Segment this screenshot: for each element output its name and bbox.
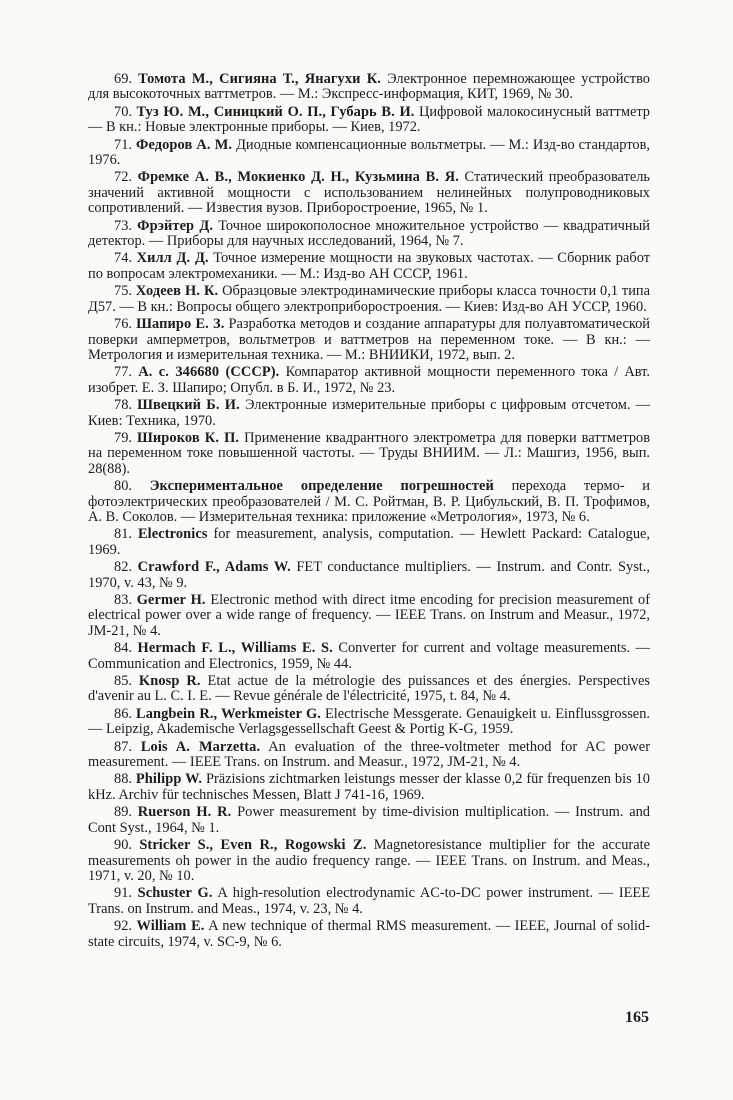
reference-authors: Ходеев Н. К.: [135, 283, 219, 300]
reference-item: 78. Швецкий Б. И. Электронные измерительные приборы с цифровым отсчетом. — Киев: Техника, 1970.: [88, 397, 650, 429]
reference-item: 75. Ходеев Н. К. Образцовые электродинамические приборы класса точности 0,1 типа Д57. — В кн.: Вопросы общего электроприборостроения. — Киев: Изд-во АН УССР, 1960.: [88, 283, 650, 315]
reference-text: A high-resolution electrodynamic AC-to-DC power instrument. — IEEE Trans. on Instrum. and Meas., 1974, v. 23, № 4.: [88, 885, 650, 917]
reference-item: 80. Экспериментальное определение погрешностей перехода термо- и фотоэлектрических преобразователей / М. С. Ройтман, В. Р. Цибульский, В. П. Трофимов, А. В. Соколов. — Измерительная техника: приложение «Метрология», 1973, № 6.: [88, 478, 650, 525]
reference-text: FET conductance multipliers. — Instrum. and Contr. Syst., 1970, v. 43, № 9.: [88, 559, 651, 591]
reference-authors: Фремке А. В., Мокиенко Д. Н., Кузьмина В. Я.: [137, 169, 459, 186]
reference-authors: Crawford F., Adams W.: [137, 559, 291, 576]
reference-text: Разработка методов и создание аппаратуры для полуавтоматической поверки амперметров, вольтметров и ваттметров на переменном токе. — В кн.: — Метрология и измерительная техника. — М.: ВНИИКИ, 1972, вып. 2.: [88, 316, 650, 363]
reference-authors: Philipp W.: [135, 771, 203, 788]
reference-item: 74. Хилл Д. Д. Точное измерение мощности на звуковых частотах. — Сборник работ по вопросам электромеханики. — М.: Изд-во АН СССР, 1961.: [88, 250, 650, 282]
reference-text: Magnetoresistance multiplier for the accurate measurements oh power in the audio frequency range. — IEEE Trans. on Instrum. and Meas., 1971, v. 20, № 10.: [88, 837, 650, 884]
reference-text: Электронные измерительные приборы с цифровым отсчетом. — Киев: Техника, 1970.: [88, 397, 650, 429]
reference-authors: William E.: [136, 918, 205, 935]
reference-authors: Stricker S., Even R., Rogowski Z.: [139, 837, 367, 854]
reference-text: Цифровой малокосинусный ваттметр — В кн.: Новые электронные приборы. — Киев, 1972.: [88, 103, 650, 136]
reference-item: 85. Knosp R. Etat actue de la métrologie des puissances et des énergies. Perspectives d'avenir au L. C. I. E. — Revue générale de l'électricité, 1975, t. 84, № 4.: [88, 673, 650, 705]
reference-authors: Туз Ю. М., Синицкий О. П., Губарь В. И.: [136, 103, 415, 120]
reference-text: Präzisions zichtmarken leistungs messer der klasse 0,2 für frequenzen bis 10 kHz. Archiv für technisches Messen, Blatt J 741-16, 1969.: [88, 771, 650, 803]
reference-text: Converter for current and voltage measurements. — Communication and Electronics, 1959, № 44.: [88, 640, 651, 672]
reference-item: 73. Фрэйтер Д. Точное широкополосное множительное устройство — квадратичный детектор. — Приборы для научных исследований, 1964, № 7.: [88, 217, 650, 250]
reference-item: 76. Шапиро Е. З. Разработка методов и создание аппаратуры для полуавтоматической поверки амперметров, вольтметров и ваттметров на переменном токе. — В кн.: — Метрология и измерительная техника. — М.: ВНИИКИ, 1972, вып. 2.: [88, 316, 650, 363]
reference-item: 71. Федоров А. М. Диодные компенсационные вольтметры. — М.: Изд-во стандартов, 1976.: [88, 136, 651, 169]
reference-authors: Schuster G.: [137, 885, 213, 902]
reference-item: 90. Stricker S., Even R., Rogowski Z. Magnetoresistance multiplier for the accurate measurements oh power in the audio frequency range. — IEEE Trans. on Instrum. and Meas., 1971, v. 20, № 10.: [88, 837, 650, 884]
reference-text: Power measurement by time-division multiplication. — Instrum. and Cont Syst., 1964, № 1.: [88, 804, 650, 836]
reference-item: 82. Crawford F., Adams W. FET conductance multipliers. — Instrum. and Contr. Syst., 1970, v. 43, № 9.: [88, 559, 651, 591]
reference-authors: Ruerson H. R.: [137, 804, 232, 821]
reference-authors: Широков К. П.: [137, 429, 240, 446]
reference-item: 69. Томота М., Сигияна Т., Янагухи К. Электронное перемножающее устройство для высокоточных ваттметров. — М.: Экспресс-информация, КИТ, 1969, № 30.: [88, 71, 650, 103]
reference-authors: А. с. 346680 (СССР).: [138, 364, 280, 381]
reference-text: Статический преобразователь значений активной мощности с использованием нелинейных полупроводниковых сопротивлений. — Известия вузов. Приборостроение, 1965, № 1.: [88, 169, 650, 217]
reference-item: 84. Hermach F. L., Williams E. S. Converter for current and voltage measurements. — Communication and Electronics, 1959, № 44.: [88, 640, 651, 672]
reference-item: 92. William E. A new technique of thermal RMS measurement. — IEEE, Journal of solid-state circuits, 1974, v. SC-9, № 6.: [88, 918, 650, 950]
reference-text: Точное широкополосное множительное устройство — квадратичный детектор. — Приборы для научных исследований, 1964, № 7.: [88, 217, 650, 250]
reference-authors: Шапиро Е. З.: [136, 316, 225, 333]
reference-text: Диодные компенсационные вольтметры. — М.: Изд-во стандартов, 1976.: [88, 136, 651, 169]
reference-item: 79. Широков К. П. Применение квадрантного электрометра для поверки ваттметров на переменном токе повышенной частоты. — Труды ВНИИМ. — Л.: Машгиз, 1956, вып. 28(88).: [88, 429, 651, 477]
reference-text: Электронное перемножающее устройство для высокоточных ваттметров. — М.: Экспресс-информация, КИТ, 1969, № 30.: [88, 71, 650, 103]
reference-authors: Electronics: [137, 526, 208, 543]
reference-authors: Хилл Д. Д.: [136, 250, 209, 267]
reference-authors: Федоров А. М.: [136, 136, 233, 153]
reference-item: 88. Philipp W. Präzisions zichtmarken leistungs messer der klasse 0,2 für frequenzen bis 10 kHz. Archiv für technisches Messen, Blatt J 741-16, 1969.: [88, 771, 650, 803]
reference-text: Etat actue de la métrologie des puissances et des énergies. Perspectives d'avenir au L. C. I. E. — Revue générale de l'électricité, 1975, t. 84, № 4.: [88, 673, 650, 705]
reference-authors: Экспериментальное определение погрешностей: [149, 478, 494, 495]
reference-authors: Фрэйтер Д.: [137, 217, 214, 234]
reference-text: An evaluation of the three-voltmeter method for AC power measurement. — IEEE Trans. on Instrum. and Measur., 1972, JM-21, № 4.: [88, 738, 650, 771]
reference-text: Образцовые электродинамические приборы класса точности 0,1 типа Д57. — В кн.: Вопросы общего электроприборостроения. — Киев: Изд-во АН УССР, 1960.: [88, 283, 650, 315]
reference-authors: Langbein R., Werkmeister G.: [136, 705, 321, 722]
reference-text: A new technique of thermal RMS measurement. — IEEE, Journal of solid-state circuits, 1974, v. SC-9, № 6.: [88, 918, 650, 950]
page-number: 165: [625, 1009, 649, 1026]
reference-item: 87. Lois A. Marzetta. An evaluation of the three-voltmeter method for AC power measurement. — IEEE Trans. on Instrum. and Measur., 1972, JM-21, № 4.: [88, 738, 650, 771]
reference-text: Точное измерение мощности на звуковых частотах. — Сборник работ по вопросам электромеханики. — М.: Изд-во АН СССР, 1961.: [88, 250, 650, 282]
reference-text: for measurement, analysis, computation. — Hewlett Packard: Catalogue, 1969.: [88, 526, 650, 558]
reference-text: Electrische Messgerate. Genauigkeit u. Einflussgrossen. — Leipzig, Akademische Verlagsgessellschaft Geest & Portig K-G, 1959.: [88, 705, 650, 738]
reference-authors: Germer H.: [136, 592, 206, 608]
reference-authors: Томота М., Сигияна Т., Янагухи К.: [138, 71, 381, 87]
reference-item: 70. Туз Ю. М., Синицкий О. П., Губарь В. И. Цифровой малокосинусный ваттметр — В кн.: Новые электронные приборы. — Киев, 1972.: [88, 103, 650, 136]
reference-list: [88, 72, 650, 952]
reference-text: Применение квадрантного электрометра для поверки ваттметров на переменном токе повышенной частоты. — Труды ВНИИМ. — Л.: Машгиз, 1956, вып. 28(88).: [88, 429, 651, 477]
reference-item: 83. Germer H. Electronic method with direct itme encoding for precision measurement of electrical power over a wide range of frequency. — IEEE Trans. on Instrum and Measur., 1972, JM-21, № 4.: [88, 592, 650, 639]
reference-text: Electronic method with direct itme encoding for precision measurement of electrical power over a wide range of frequency. — IEEE Trans. on Instrum and Measur., 1972, JM-21, № 4.: [88, 592, 650, 639]
reference-item: 86. Langbein R., Werkmeister G. Electrische Messgerate. Genauigkeit u. Einflussgrossen. — Leipzig, Akademische Verlagsgessellschaft Geest & Portig K-G, 1959.: [88, 705, 650, 738]
reference-authors: Lois A. Marzetta.: [140, 738, 261, 755]
reference-item: 81. Electronics for measurement, analysis, computation. — Hewlett Packard: Catalogue, 1969.: [88, 526, 650, 558]
reference-item: 72. Фремке А. В., Мокиенко Д. Н., Кузьмина В. Я. Статический преобразователь значений активной мощности с использованием нелинейных полупроводниковых сопротивлений. — Известия вузов. Приборостроение, 1965, № 1.: [88, 169, 650, 217]
reference-item: 89. Ruerson H. R. Power measurement by time-division multiplication. — Instrum. and Cont Syst., 1964, № 1.: [88, 804, 650, 836]
reference-text: перехода термо- и фотоэлектрических преобразователей / М. С. Ройтман, В. Р. Цибульский, В. П. Трофимов, А. В. Соколов. — Измерительная техника: приложение «Метрология», 1973, № 6.: [88, 478, 650, 525]
reference-item: 77. А. с. 346680 (СССР). Компаратор активной мощности переменного тока / Авт. изобрет. Е. З. Шапиро; Опубл. в Б. И., 1972, № 23.: [88, 364, 650, 396]
reference-authors: Knosp R.: [138, 673, 201, 690]
reference-text: Компаратор активной мощности переменного тока / Авт. изобрет. Е. З. Шапиро; Опубл. в Б. И., 1972, № 23.: [88, 364, 650, 396]
reference-authors: Hermach F. L., Williams E. S.: [137, 640, 333, 657]
reference-authors: Швецкий Б. И.: [137, 397, 240, 414]
reference-item: 91. Schuster G. A high-resolution electrodynamic AC-to-DC power instrument. — IEEE Trans. on Instrum. and Meas., 1974, v. 23, № 4.: [88, 885, 650, 917]
